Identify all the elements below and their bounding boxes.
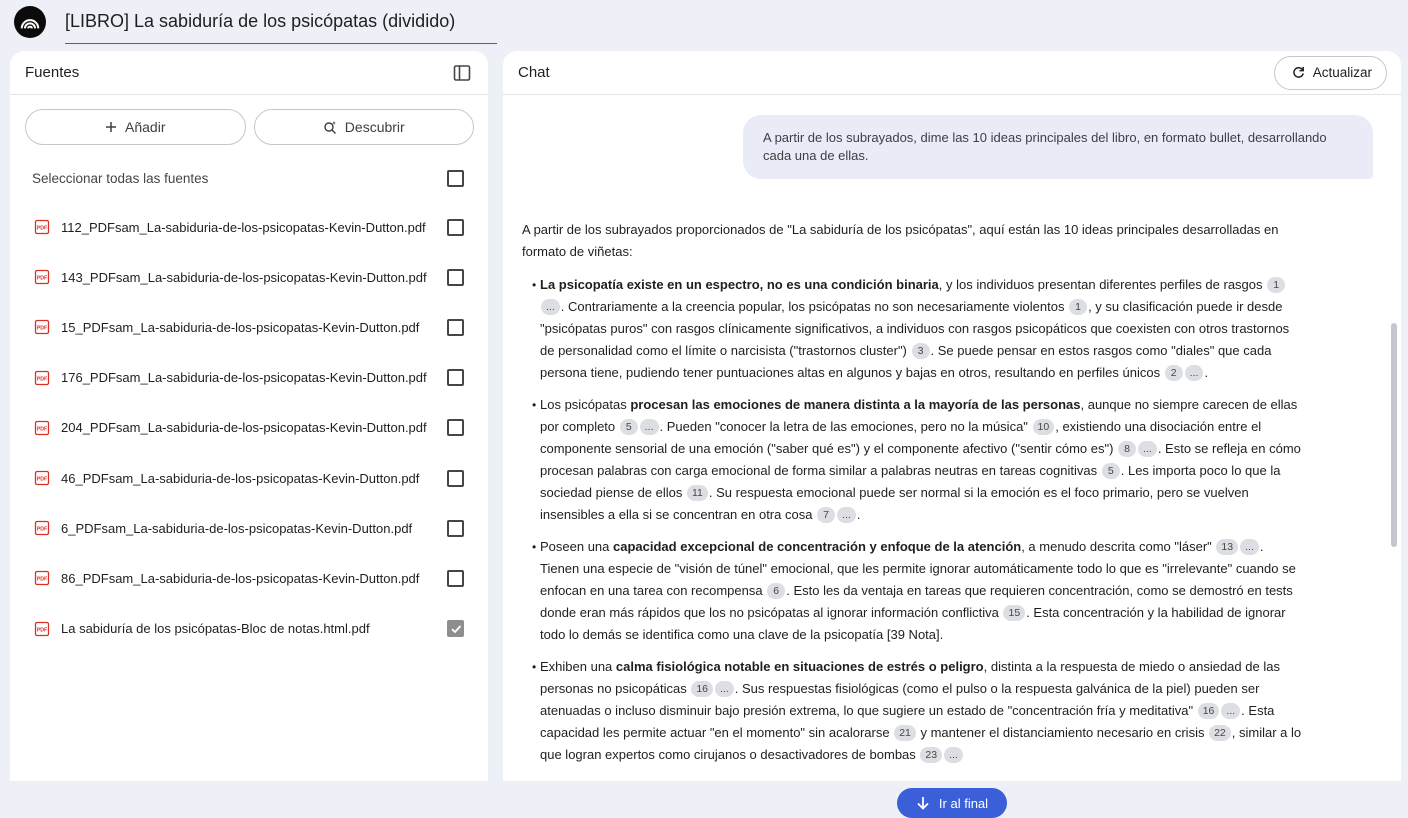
bold-text: capacidad excepcional de concentración y enfoque de la atención [613, 539, 1022, 554]
notebook-title[interactable]: [LIBRO] La sabiduría de los psicópatas (dividido) [65, 9, 497, 44]
source-item[interactable] [10, 252, 488, 302]
source-checkbox[interactable] [447, 269, 464, 286]
pdf-icon [34, 319, 50, 335]
citation-chip[interactable]: 13 [1216, 539, 1238, 555]
scroll-to-end-label: Ir al final [938, 795, 989, 811]
source-name: 143_PDFsam_La-sabiduria-de-los-psicopatas-Kevin-Dutton.pdf [61, 269, 427, 285]
answer-text: , existiendo una disociación entre el componente sensorial de una emoción ("saber qué es") y el componente afectivo ("sentir cómo es") [540, 419, 1262, 456]
checkmark-icon [450, 623, 462, 635]
svg-text:PDF: PDF [36, 376, 48, 383]
source-name: La sabiduría de los psicópatas-Bloc de notas.html.pdf [61, 621, 370, 637]
svg-text:PDF: PDF [36, 526, 48, 533]
select-all-row [10, 160, 488, 196]
scroll-to-end-button[interactable] [897, 788, 1007, 818]
citation-chip[interactable]: 5 [1102, 463, 1120, 479]
source-item[interactable] [10, 302, 488, 352]
chat-panel [503, 51, 1401, 811]
plus-icon [105, 121, 117, 133]
chat-body [503, 95, 1401, 811]
add-source-label: Añadir [125, 119, 166, 135]
source-name: 112_PDFsam_La-sabiduria-de-los-psicopatas-Kevin-Dutton.pdf [61, 219, 426, 235]
citation-chip[interactable]: ... [1221, 703, 1240, 719]
citation-chip[interactable]: 8 [1118, 441, 1136, 457]
citation-chip[interactable]: ... [1240, 539, 1259, 555]
sources-header [10, 51, 488, 95]
answer-text: . Esta concentración y la habilidad de ignorar todo lo demás se identifica como una clave de la psicopatía [39 Nota]. [540, 605, 1286, 642]
svg-text:PDF: PDF [36, 225, 48, 232]
answer-text: , y los individuos presentan diferentes perfiles de rasgos [938, 277, 1267, 292]
add-source-button[interactable] [25, 109, 246, 145]
source-name: 6_PDFsam_La-sabiduria-de-los-psicopatas-Kevin-Dutton.pdf [61, 520, 413, 536]
bold-text: calma fisiológica notable en situaciones de estrés o peligro [615, 659, 984, 674]
svg-text:PDF: PDF [36, 627, 48, 634]
source-checkbox[interactable] [447, 520, 464, 537]
answer-bullet [522, 656, 1302, 766]
pdf-icon [34, 470, 50, 486]
source-name: 204_PDFsam_La-sabiduria-de-los-psicopatas-Kevin-Dutton.pdf [61, 420, 427, 436]
citation-chip[interactable]: ... [1138, 441, 1157, 457]
source-item[interactable] [10, 353, 488, 403]
answer-text: . [1204, 365, 1209, 380]
chat-header [503, 51, 1401, 95]
citation-chip[interactable]: 6 [767, 583, 785, 599]
user-message: A partir de los subrayados, dime las 10 ideas principales del libro, en formato bullet, desarrollando cada una de ellas. [743, 115, 1373, 179]
svg-text:PDF: PDF [36, 576, 48, 583]
pdf-icon [34, 621, 50, 637]
answer-text: . Les importa poco lo que la sociedad piense de ellos [540, 463, 1281, 500]
bold-text: procesan las emociones de manera distinta a la mayoría de las personas [630, 397, 1081, 412]
select-all-label: Seleccionar todas las fuentes [32, 170, 209, 186]
citation-chip[interactable]: ... [837, 507, 856, 523]
source-checkbox[interactable] [447, 620, 464, 637]
pdf-icon [34, 219, 50, 235]
answer-text: Poseen una [540, 539, 614, 554]
chat-title: Chat [518, 64, 550, 81]
source-item[interactable] [10, 453, 488, 503]
citation-chip[interactable]: 16 [691, 681, 713, 697]
source-item[interactable] [10, 503, 488, 553]
citation-chip[interactable]: 3 [912, 343, 930, 359]
select-all-checkbox[interactable] [447, 170, 464, 187]
search-sparkle-icon [323, 120, 337, 134]
source-checkbox[interactable] [447, 470, 464, 487]
source-name: 46_PDFsam_La-sabiduria-de-los-psicopatas-Kevin-Dutton.pdf [61, 470, 420, 486]
collapse-panel-icon[interactable] [450, 61, 474, 85]
source-checkbox[interactable] [447, 570, 464, 587]
answer-text: . Su respuesta emocional puede ser normal si la emoción es el foco primario, pero se vuelven insensibles a ella si se concentran en otra cosa [540, 485, 1249, 522]
answer-text: Los psicópatas [540, 397, 631, 412]
citation-chip[interactable]: ... [1185, 365, 1204, 381]
pdf-icon [34, 269, 50, 285]
source-checkbox[interactable] [447, 219, 464, 236]
refresh-button[interactable] [1274, 56, 1387, 90]
citation-chip[interactable]: 15 [1003, 605, 1025, 621]
citation-chip[interactable]: 16 [1198, 703, 1220, 719]
answer-text: . Esto les da ventaja en tareas que requieren concentración, como se demostró en tests donde eran más rápidos que los no psicópatas al ignorar información conflictiva [540, 583, 1293, 620]
source-checkbox[interactable] [447, 369, 464, 386]
answer-text: , y su clasificación puede ir desde "psicópatas puros" con rasgos clínicamente significativos, a individuos con rasgos psicopáticos que coexisten con otros trastornos de personalidad como el límite o narcisista ("trastornos cluster") [540, 299, 1290, 358]
citation-chip[interactable]: 22 [1209, 725, 1231, 741]
assistant-answer [522, 219, 1302, 776]
answer-bullet [522, 536, 1302, 646]
citation-chip[interactable]: ... [640, 419, 659, 435]
answer-intro: A partir de los subrayados proporcionados de "La sabiduría de los psicópatas", aquí están las 10 ideas principales desarrolladas en formato de viñetas: [522, 222, 1279, 259]
pdf-icon [34, 570, 50, 586]
answer-text: . Tienen una especie de "visión de túnel" emocional, que les permite ignorar automáticamente todo lo que es "irrelevante" cuando se enfocan en una tarea con recompensa [540, 539, 1296, 598]
citation-chip[interactable]: 7 [817, 507, 835, 523]
pdf-icon [34, 520, 50, 536]
refresh-icon [1291, 65, 1306, 80]
answer-bullet [522, 274, 1302, 384]
citation-chip[interactable]: ... [944, 747, 963, 763]
sources-panel [10, 51, 488, 781]
discover-sources-label: Descubrir [344, 119, 405, 135]
source-item[interactable] [10, 202, 488, 252]
arrow-down-icon [916, 796, 930, 810]
citation-chip[interactable]: 21 [894, 725, 916, 741]
svg-text:PDF: PDF [36, 426, 48, 433]
answer-text: . [856, 507, 861, 522]
answer-text: , similar a lo que logran expertos como cirujanos o desactivadores de bombas [540, 725, 1302, 762]
sources-title: Fuentes [25, 64, 80, 81]
answer-text: . Sus respuestas fisiológicas (como el pulso o la respuesta galvánica de la piel) pueden ser atenuadas o incluso disminuir bajo presión extrema, lo que sugiere un estado de "concentración fría y meditativa" [540, 681, 1260, 718]
svg-text:PDF: PDF [36, 476, 48, 483]
source-item[interactable] [10, 403, 488, 453]
pdf-icon [34, 370, 50, 386]
citation-chip[interactable]: 23 [920, 747, 942, 763]
source-checkbox[interactable] [447, 319, 464, 336]
svg-text:PDF: PDF [36, 325, 48, 332]
citation-chip[interactable]: ... [715, 681, 734, 697]
answer-text: . Esta capacidad les permite actuar "en el momento" sin acalorarse [540, 703, 1275, 740]
answer-text: , a menudo descrita como "láser" [1021, 539, 1216, 554]
refresh-label: Actualizar [1312, 65, 1372, 80]
answer-text: . Se puede pensar en estos rasgos como "diales" que cada persona tiene, pudiendo tener puntuaciones altas en algunos y bajas en otros, resultando en perfiles únicos [540, 343, 1272, 380]
source-name: 15_PDFsam_La-sabiduria-de-los-psicopatas-Kevin-Dutton.pdf [61, 319, 420, 335]
source-name: 176_PDFsam_La-sabiduria-de-los-psicopatas-Kevin-Dutton.pdf [61, 370, 427, 386]
citation-chip[interactable]: 10 [1033, 419, 1055, 435]
answer-text: Exhiben una [540, 659, 616, 674]
source-item[interactable] [10, 604, 488, 654]
answer-bullet [522, 394, 1302, 526]
citation-chip[interactable]: ... [541, 299, 560, 315]
answer-text: y mantener el distanciamiento necesario en crisis [916, 725, 1209, 740]
citation-chip[interactable]: 1 [1267, 277, 1285, 293]
discover-sources-button[interactable] [254, 109, 475, 145]
citation-chip[interactable]: 1 [1069, 299, 1087, 315]
pdf-icon [34, 420, 50, 436]
notebooklm-logo[interactable] [14, 6, 46, 38]
answer-text: . Contrariamente a la creencia popular, los psicópatas no son necesariamente violentos [560, 299, 1069, 314]
answer-bullets [522, 274, 1302, 766]
chat-scrollbar[interactable] [1391, 323, 1397, 547]
source-list [10, 202, 488, 654]
bold-text: La psicopatía existe en un espectro, no es una condición binaria [540, 277, 939, 292]
logo-icon [19, 11, 41, 33]
source-checkbox[interactable] [447, 419, 464, 436]
citation-chip[interactable]: 2 [1165, 365, 1183, 381]
answer-text: , aunque no siempre carecen de ellas por completo [540, 397, 1298, 434]
citation-chip[interactable]: 5 [620, 419, 638, 435]
source-name: 86_PDFsam_La-sabiduria-de-los-psicopatas-Kevin-Dutton.pdf [61, 570, 420, 586]
svg-text:PDF: PDF [36, 275, 48, 282]
answer-text: . Esto se refleja en cómo procesan palabras con carga emocional de forma similar a palabras neutras en tareas cognitivas [540, 441, 1301, 478]
citation-chip[interactable]: 11 [687, 485, 708, 501]
source-item[interactable] [10, 553, 488, 603]
answer-text: , distinta a la respuesta de miedo o ansiedad de las personas no psicopáticas [540, 659, 1280, 696]
answer-text: . Pueden "conocer la letra de las emociones, pero no la música" [659, 419, 1032, 434]
